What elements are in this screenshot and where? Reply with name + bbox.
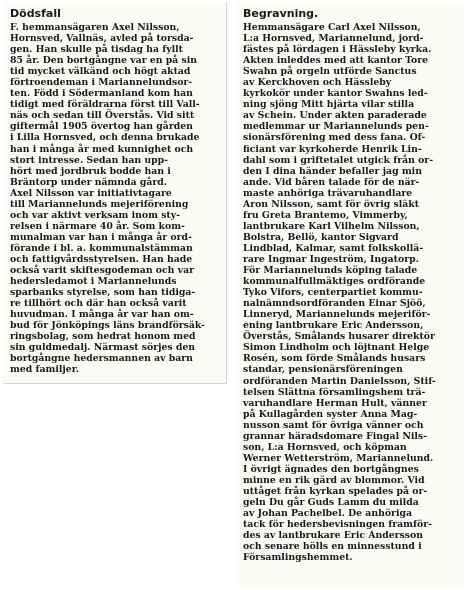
funeral-line: rare Ingmar Ingeström, Ingatorp. [243, 253, 419, 265]
obituary-line: Axel Nilsson var initiativtagare [10, 187, 172, 199]
funeral-line: geln Du går Guds Lamm du milda [243, 497, 419, 509]
funeral-clipping [236, 2, 464, 587]
funeral-line: I övrigt ägnades den bortgångnes [243, 463, 419, 475]
funeral-line: sionärsförening med dess fana. Of- [243, 132, 426, 144]
funeral-line: ficiant var kyrkoherde Henrik Lin- [243, 143, 422, 155]
funeral-line: av Johan Pachelbel. De anhöriga [243, 508, 413, 520]
funeral-line: telsen Slättna församlingshem trä- [243, 386, 426, 398]
funeral-line: ande. Vid båren talade för de när- [243, 176, 420, 188]
funeral-line: Werner Wetterström, Mariannelund. [243, 452, 434, 464]
funeral-line: av Kerckhoven och Hässleby [243, 77, 392, 89]
obituary-line: ten. Född i Södermanland kom han [10, 88, 193, 100]
funeral-line: ordföranden Martin Danielsson, Stif- [243, 375, 436, 387]
obituary-line: tid mycket välkänd och högt aktad [10, 66, 191, 78]
obituary-line: 85 år. Den bortgångne var en på sin [10, 55, 198, 67]
obituary-line: gen. Han skulle på tisdag ha fyllt [10, 44, 183, 56]
obituary-line: sin guldmedalj. Närmast sörjes den [10, 342, 196, 354]
obituary-line: Hornsved, Vallnäs, avled på torsda- [10, 33, 194, 45]
obituary-line: giftermål 1905 övertog han gården [10, 121, 193, 133]
obituary-line: huvudman. I många år var han om- [10, 309, 194, 321]
funeral-line: på Kullagården syster Anna Mag- [243, 408, 418, 420]
funeral-line: Linneryd, Mariannelunds mejeriför- [243, 309, 431, 321]
funeral-line: dahl som i griftetalet utgick från or- [243, 154, 434, 166]
obituary-line: också varit skiftesgodeman och var [10, 265, 194, 277]
obituary-line: näs och sedan till Överstås. Vid sitt [10, 110, 195, 122]
funeral-line: fästes på lördagen i Hässleby kyrka. [243, 44, 432, 56]
funeral-heading: Begravning. [243, 7, 319, 20]
funeral-line: maste anhöriga trävaruhandlare [243, 187, 413, 199]
funeral-line: minne en rik gärd av blommor. Vid [243, 474, 425, 486]
funeral-line: tack för hedersbevisningen framför- [243, 519, 432, 531]
funeral-line: Swahn på orgeln utförde Sanctus [243, 66, 417, 78]
obituary-line: munalman var han i många år ord- [10, 231, 192, 243]
funeral-line: kommunalfullmäktiges ordförande [243, 276, 426, 288]
obituary-line: tidigt med föräldrarna först till Vall- [10, 99, 200, 111]
funeral-line: Lindblad, Kalmar, samt folkskollä- [243, 242, 424, 254]
funeral-line: Akten inleddes med att kantor Tore [243, 55, 429, 67]
obituary-line: relsen i närmare 40 år. Som kom- [10, 220, 185, 232]
obituary-line: han i många år med kunnighet och [10, 143, 194, 155]
obituary-line: med familjer. [10, 364, 79, 376]
funeral-line: av Schein. Under akten paraderade [243, 110, 427, 122]
obituary-line: Bräntorp under nämnda gård. [10, 176, 168, 188]
obituary-line: hört med jordbruk bodde han i [10, 165, 171, 177]
funeral-line: standar, pensionärsföreningen [243, 364, 403, 376]
funeral-line: Församlingshemmet. [243, 552, 353, 564]
funeral-line: nusson samt för övriga vänner och [243, 419, 424, 431]
obituary-body [10, 22, 220, 376]
funeral-body [243, 22, 458, 563]
funeral-line: Rosén, som förde Smålands husars [243, 353, 426, 365]
funeral-line: son, L:a Hornsved, och köpman [243, 441, 407, 453]
funeral-line: Aron Nilsson, samt för övrig släkt [243, 198, 420, 210]
funeral-line: Överstås, Smålands husarer direktör [243, 331, 435, 343]
funeral-line: den I dina händer befaller jag min [243, 165, 422, 177]
funeral-line: Bolstra, Bellö, kantor Sigvard [243, 231, 399, 243]
obituary-line: bud för Jönköpings läns brandförsäk- [10, 320, 205, 332]
obituary-heading: Dödsfall [10, 7, 61, 20]
obituary-line: stort intresse. Sedan han upp- [10, 154, 168, 166]
funeral-line: lantbrukare Karl Vilhelm Nilsson, [243, 220, 420, 232]
obituary-line: sparbanks styrelse, som han tidiga- [10, 287, 196, 299]
obituary-line: ringsbolag, som hedrat honom med [10, 331, 196, 343]
funeral-line: varuhandlare Herman Hult, vänner [243, 397, 427, 409]
obituary-line: och var aktivt verksam inom sty- [10, 209, 180, 221]
funeral-line: Simon Lindholm och löjtnant Helge [243, 342, 430, 354]
funeral-line: grannar häradsdomare Fingal Nils- [243, 430, 427, 442]
funeral-line: nalnämndsordföranden Einar Sjöö, [243, 298, 426, 310]
obituary-line: bortgångne hedersmannen av barn [10, 353, 193, 365]
obituary-line: till Mariannelunds mejeriförening [10, 198, 189, 210]
obituary-clipping [3, 2, 227, 384]
obituary-line: och fattigvårdsstyrelsen. Han hade [10, 253, 193, 265]
funeral-line: uttåget från kyrkan spelades på or- [243, 485, 428, 497]
funeral-line: Hemmansägare Carl Axel Nilsson, [243, 22, 421, 33]
funeral-line: medlemmar ur Mariannelunds pen- [243, 121, 429, 133]
obituary-line: i Lilla Hornsved, och denna brukade [10, 132, 200, 144]
funeral-line: fru Greta Brantemo, Vimmerby, [243, 209, 408, 221]
funeral-line: ning sjöng Mitt hjärta vilar stilla [243, 99, 415, 111]
obituary-line: F. hemmansägaren Axel Nilsson, [10, 22, 180, 33]
funeral-line: L:a Hornsved, Mariannelund, jord- [243, 33, 424, 45]
obituary-line: förtroendeman i Mariannelundsor- [10, 77, 193, 89]
obituary-line: hedersledamot i Mariannelunds [10, 276, 177, 288]
obituary-line: förande i bl. a. kommunalstämman [10, 242, 193, 254]
funeral-line: des av lantbrukare Eric Andersson [243, 530, 423, 542]
funeral-line: och senare hölls en minnesstund i [243, 541, 422, 553]
funeral-line: ening lantbrukare Eric Andersson, [243, 320, 424, 332]
obituary-line: re tillhört och där han också varit [10, 298, 187, 310]
funeral-line: kyrkokör under kantor Swahns led- [243, 88, 428, 100]
funeral-line: Tyko Vifors, centerpartiet kommu- [243, 287, 423, 299]
funeral-line: För Mariannelunds köping talade [243, 265, 418, 277]
